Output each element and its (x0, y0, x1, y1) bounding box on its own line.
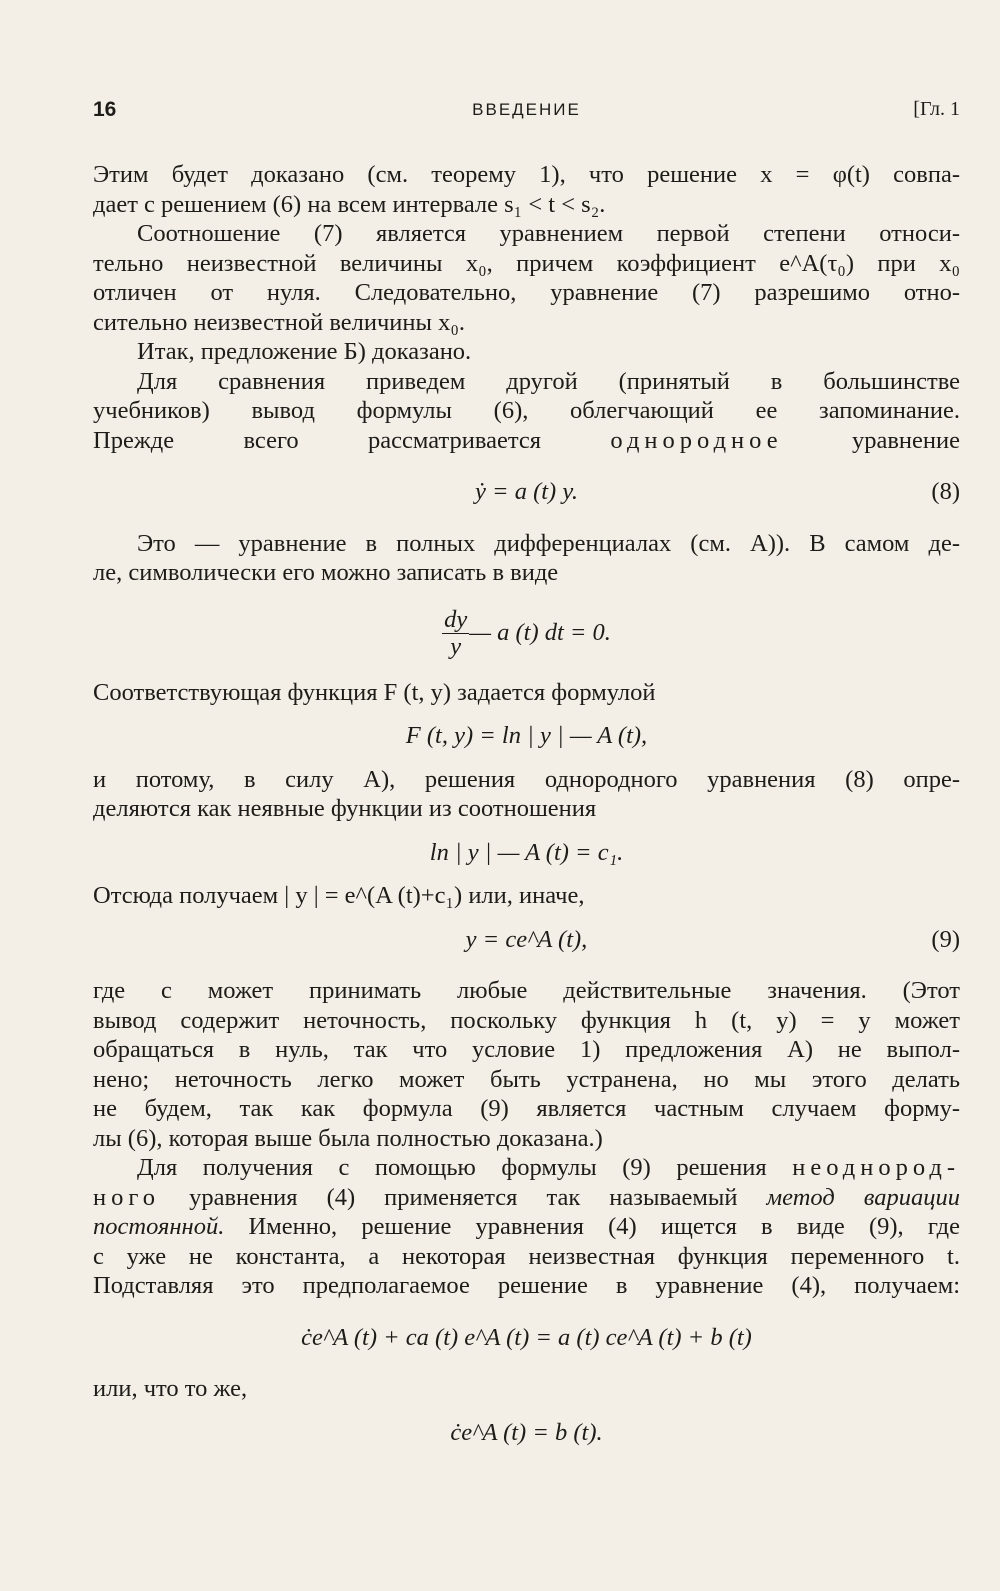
equation-ln: ln | y | — A (t) = c₁. (429, 838, 624, 866)
text-line: обращаться в нуль, так что условие 1) предложения А) не выпол- (93, 1036, 960, 1063)
emphasis-italic: метод вариации (766, 1183, 960, 1211)
text-line: Итак, предложение Б) доказано. (137, 338, 472, 365)
text-line: Это — уравнение в полных дифференциалах (см. А)). В самом де- (137, 529, 960, 557)
text-line: Соответствующая функция F (t, y) задается формулой (93, 678, 656, 706)
text-line: Этим будет доказано (см. теорему 1), что решение x = φ(t) совпа- (93, 161, 960, 188)
text-line: Прежде всего рассматривается однородное уравнение (93, 426, 960, 454)
equation-9: y = ce^A (t), (9) (465, 925, 960, 953)
text-line: дает с решением (6) на всем интервале s₁ < t < s₂. (93, 190, 606, 218)
text-line: Подставляя это предполагаемое решение в уравнение (4), получаем: (93, 1272, 960, 1299)
text-line: тельно неизвестной величины x₀, причем коэффициент e^A(τ₀) при x₀ (93, 249, 960, 277)
page-header (93, 98, 960, 128)
text-line: где c может принимать любые действительные значения. (Этот (93, 977, 960, 1004)
body-text (93, 160, 960, 1447)
text-line: ного уравнения (4) применяется так называемый метод вариации (93, 1183, 960, 1211)
text-line: Для получения с помощью формулы (9) решения неоднород- (137, 1154, 960, 1181)
text-line: учебников) вывод формулы (6), облегчающий ее запоминание. (93, 397, 960, 424)
text-line: деляются как неявные функции из соотношения (93, 795, 597, 822)
equation-F: F (t, y) = ln | y | — A (t), (405, 722, 648, 749)
emphasis-spaced: ного (93, 1183, 161, 1211)
text-line: Для сравнения приведем другой (принятый в большинстве (137, 367, 960, 395)
page-number: 16 (93, 98, 117, 121)
text-line: c уже не константа, а некоторая неизвестная функция переменного t. (93, 1242, 960, 1270)
text-line: Отсюда получаем | y | = e^(A (t)+c₁) или, иначе, (93, 882, 585, 909)
equation-number: (9) (931, 925, 960, 953)
equation-final: ċe^A (t) = b (t). (450, 1418, 603, 1446)
chapter-label: [Гл. 1 (913, 98, 960, 120)
emphasis-italic: постоянной. (93, 1213, 225, 1240)
text-line: не будем, так как формула (9) является частным случаем форму- (93, 1095, 960, 1122)
text-line: Соотношение (7) является уравнением первой степени относи- (137, 220, 960, 247)
running-title: ВВЕДЕНИЕ (472, 100, 581, 119)
equation-number: (8) (931, 478, 960, 505)
text-line: ле, символически его можно записать в виде (93, 559, 559, 586)
equation-8: ẏ = a (t) y. (8) (475, 478, 960, 505)
text-line: нено; неточность легко может быть устранена, но мы этого делать (93, 1065, 960, 1093)
fraction: $\frac{dy}{y}$ (444, 606, 468, 661)
text-line: лы (6), которая выше была полностью доказана.) (93, 1124, 603, 1152)
text-line: отличен от нуля. Следовательно, уравнение (7) разрешимо отно- (93, 279, 960, 306)
text-line: постоянной. Именно, решение уравнения (4) ищется в виде (9), где (93, 1213, 960, 1240)
equation-differential: $\frac{dy}{y}$ — a (t) dt = 0. (444, 606, 611, 661)
text-line: сительно неизвестной величины x₀. (93, 308, 465, 336)
text-line: вывод содержит неточность, поскольку функция h (t, y) = y может (93, 1006, 960, 1034)
equation-substitution: ċe^A (t) + ca (t) e^A (t) = a (t) ce^A (t) + b (t) (301, 1323, 752, 1351)
emphasis-spaced: однородное (610, 426, 783, 454)
text-line: или, что то же, (93, 1375, 248, 1402)
text-line: и потому, в силу А), решения однородного уравнения (8) опре- (93, 765, 960, 793)
emphasis-spaced: неоднород- (792, 1154, 960, 1181)
